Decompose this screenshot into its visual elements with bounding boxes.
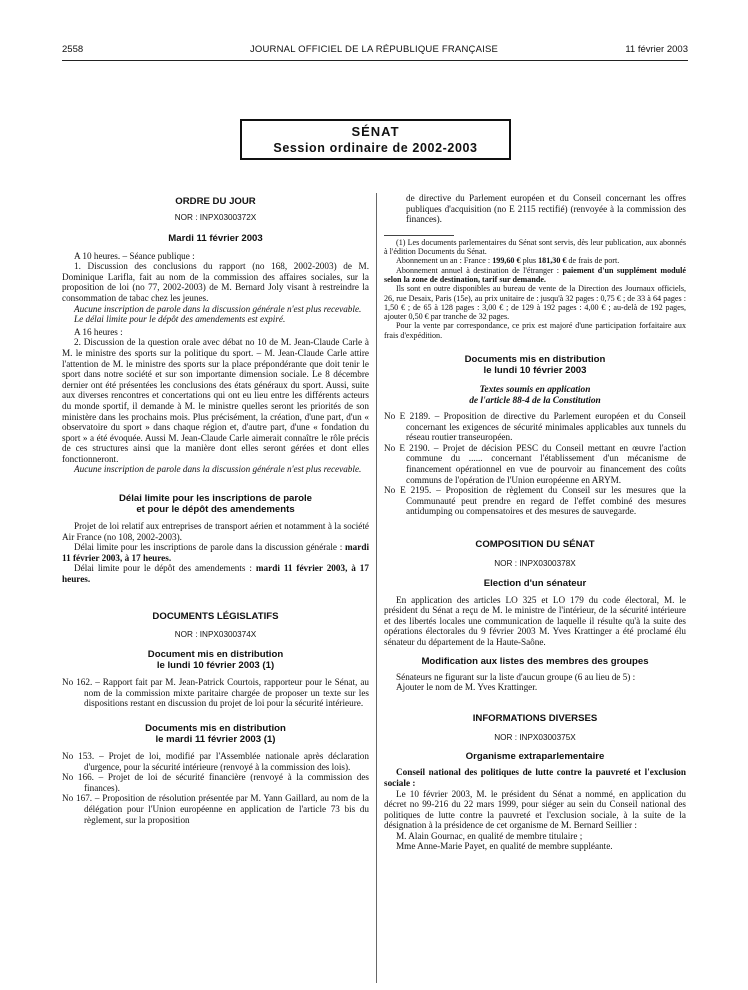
seance-16h: A 16 heures :	[74, 326, 123, 337]
distribution-3-heading-1: Documents mis en distribution	[464, 354, 606, 366]
doc-e2190: No E 2190. – Projet de décision PESC du Conseil mettant en œuvre l'action commune du ...... concernant l'établissement d'un mécanisme de financement opérationnel en vue de pourvoir au financement des coûts communs de l'opération de l'Union européenne en ARYM.	[384, 442, 686, 485]
session-title: Session ordinaire de 2002-2003	[273, 141, 478, 155]
footnote-1: (1) Les documents parlementaires du Sénat sont servis, dès leur publication, aux abonnés à l'édition Documents du Sénat.	[384, 237, 686, 257]
issue-date: 11 février 2003	[625, 44, 688, 55]
organisme-heading: Organisme extraparlementaire	[465, 751, 605, 763]
doc-e2189: No E 2189. – Proposition de directive du Parlement européen et du Conseil concernant les exigences de sécurité minimales applicables aux tunnels du réseau routier transeuropéen.	[384, 411, 686, 443]
distribution-1-heading-1: Document mis en distribution	[147, 649, 284, 661]
column-divider	[376, 193, 377, 983]
composition-heading: COMPOSITION DU SÉNAT	[475, 538, 595, 550]
header-rule	[62, 60, 688, 61]
election-heading: Election d'un sénateur	[483, 577, 587, 589]
ordre-date: Mardi 11 février 2003	[168, 232, 263, 244]
election-text: En application des articles LO 325 et LO 179 du code électoral, M. le président du Sénat a reçu de M. le ministre de l'intérieur, de la sécurité intérieure et des libertés locales une communication de laquelle il résulte qu'à la suite des opérations électorales du 9 février 2003 M. Yves Krattinger a été proclamé élu sénateur du département de la Haute-Saône.	[384, 594, 686, 647]
member-titulaire: M. Alain Gournac, en qualité de membre titulaire ;	[396, 830, 583, 841]
modification-1: Sénateurs ne figurant sur la liste d'aucun groupe (6 au lieu de 5) :	[396, 671, 636, 682]
delai-projet: Projet de loi relatif aux entreprises de transport aérien et notamment à la société Air France (no 108, 2002-2003).	[62, 521, 369, 542]
doc-166: No 166. – Projet de loi de sécurité financière (renvoyé à la commission des finances).	[62, 772, 369, 793]
footnote-abonnement: Abonnement un an : France : 199,60 € plus 181,30 € de frais de port.	[396, 256, 620, 266]
item-2: 2. Discussion de la question orale avec débat no 10 de M. Jean-Claude Carle à M. le ministre des sports sur la politique du sport. – M. Jean-Claude Carle attire l'attention de M. le ministre des sports sur la place prépondérante que doit tenir le sport dans notre société et sur son importante dimension sociale. Le 8 décembre dernier ont été présentées les conclusions des états généraux du sport. Aussi, suite aux diverses rencontres et concertations qui ont eu lieu entre les différents acteurs du monde sportif, il demande à M. le ministre quelles seront les priorités de son ministère dans les prochains mois. Plus précisément, la création, d'une part, d'un « observatoire du sport » dans chaque région et, d'autre part, d'une « fondation du sport » a été évoquée. Aussi M. Jean-Claude Carle aimerait connaître le rôle précis de ces structures ainsi que la manière dont elles seront gérées et dont elles fonctionneront.	[62, 337, 369, 464]
footnote-rule	[384, 235, 454, 236]
footnote-etranger: Abonnement annuel à destination de l'étranger : paiement d'un supplément modulé selon la zone de destination, tarif sur demande.	[384, 265, 686, 284]
footnote-correspondance: Pour la vente par correspondance, ce prix est majoré d'une participation forfaitaire aux frais d'expédition.	[384, 321, 686, 340]
textes-heading-2: de l'article 88-4 de la Constitution	[469, 395, 601, 406]
doc-162: No 162. – Rapport fait par M. Jean-Patrick Courtois, rapporteur pour le Sénat, au nom de la commission mixte paritaire chargée de proposer un texte sur les dispositions restant en discussion du projet de loi pour la sécurité intérieure.	[62, 677, 369, 709]
documents-legislatifs-heading: DOCUMENTS LÉGISLATIFS	[152, 610, 279, 622]
distribution-1-heading-2: le lundi 10 février 2003 (1)	[156, 660, 275, 672]
item-2-note: Aucune inscription de parole dans la discussion générale n'est plus recevable.	[74, 464, 362, 475]
item-1: 1. Discussion des conclusions du rapport (no 168, 2002-2003) de M. Dominique Larifla, fait au nom de la commission des affaires sociales, sur la proposition de loi (no 77, 2002-2003) de M. Bernard Joly visant à restreindre la consommation de tabac chez les jeunes.	[62, 261, 369, 303]
item-1-note-a: Aucune inscription de parole dans la discussion générale n'est plus recevable.	[74, 303, 362, 314]
distribution-3-heading-2: le lundi 10 février 2003	[483, 365, 587, 377]
modification-heading: Modification aux listes des membres des groupes	[421, 655, 649, 667]
journal-title: JOURNAL OFFICIEL DE LA RÉPUBLIQUE FRANÇAISE	[249, 44, 499, 55]
informations-nor: NOR : INPX0300375X	[494, 732, 576, 742]
senat-title-box	[240, 119, 511, 160]
delai-heading-2: et pour le dépôt des amendements	[136, 504, 295, 516]
right-column	[384, 193, 686, 852]
conseil-text: Le 10 février 2003, M. le président du Sénat a nommé, en application du décret no 99-216 du 22 mars 1999, pour siéger au sein du Conseil national des politiques de lutte contre la pauvreté et l'exclusion sociale, à la suite de la désignation à la présidence de cet organisme de M. Bernard Seillier :	[384, 788, 686, 831]
ordre-nor: NOR : INPX0300372X	[174, 213, 257, 222]
seance-10h: A 10 heures. – Séance publique :	[74, 250, 195, 261]
item-1-note-b: Le délai limite pour le dépôt des amendements est expiré.	[74, 314, 286, 325]
delai-parole: Délai limite pour les inscriptions de parole dans la discussion générale : mardi 11 février 2003, à 17 heures.	[62, 542, 370, 563]
ordre-du-jour-heading: ORDRE DU JOUR	[175, 196, 256, 207]
delai-amendements: Délai limite pour le dépôt des amendements : mardi 11 février 2003, à 17 heures.	[62, 563, 369, 585]
doc-167: No 167. – Proposition de résolution présentée par M. Yann Gaillard, au nom de la délégation pour l'Union européenne en application de l'article 73 bis du règlement, sur la proposition	[62, 793, 369, 825]
doc-167-continued: de directive du Parlement européen et du Conseil concernant les offres publiques d'acquisition (no E 2115 rectifié) (renvoyée à la commission des finances).	[406, 193, 686, 225]
modification-2: Ajouter le nom de M. Yves Krattinger.	[396, 682, 538, 693]
conseil-heading: Conseil national des politiques de lutte contre la pauvreté et l'exclusion sociale :	[384, 767, 686, 788]
page-number: 2558	[62, 44, 84, 55]
footnote-vente: Ils sont en outre disponibles au bureau de vente de la Direction des Journaux officiels, 26, rue Desaix, Paris (15e), au prix unitaire de : jusqu'à 32 pages : 0,75 € ; de 33 à 64 pages : 1,50 € ; de 65 à 128 pages : 3,00 € ; de 129 à 192 pages : 4,00 € ; au-delà de 192 pages, ajouter 0,50 € par tranche de 32 pages.	[384, 284, 686, 322]
member-suppleante: Mme Anne-Marie Payet, en qualité de membre suppléante.	[396, 841, 613, 852]
doc-153: No 153. – Projet de loi, modifié par l'Assemblée nationale après déclaration d'urgence, pour la sécurité intérieure (renvoyé à la commission des lois).	[62, 751, 369, 772]
delai-heading-1: Délai limite pour les inscriptions de parole	[119, 493, 312, 505]
doc-e2195: No E 2195. – Proposition de règlement du Conseil sur les mesures que la Communauté peut prendre en regard de l'effet combiné des mesures antidumping ou compensatoires et des mesures de sauvegarde.	[384, 485, 686, 517]
textes-heading-1: Textes soumis en application	[479, 385, 591, 396]
informations-heading: INFORMATIONS DIVERSES	[472, 712, 598, 724]
left-column	[62, 196, 369, 825]
distribution-2-heading-2: le mardi 11 février 2003 (1)	[155, 734, 276, 745]
page-header	[0, 44, 748, 58]
senat-title: SÉNAT	[351, 124, 400, 139]
distribution-2-heading-1: Documents mis en distribution	[145, 723, 286, 734]
composition-nor: NOR : INPX0300378X	[494, 558, 576, 568]
docleg-nor: NOR : INPX0300374X	[174, 629, 257, 639]
